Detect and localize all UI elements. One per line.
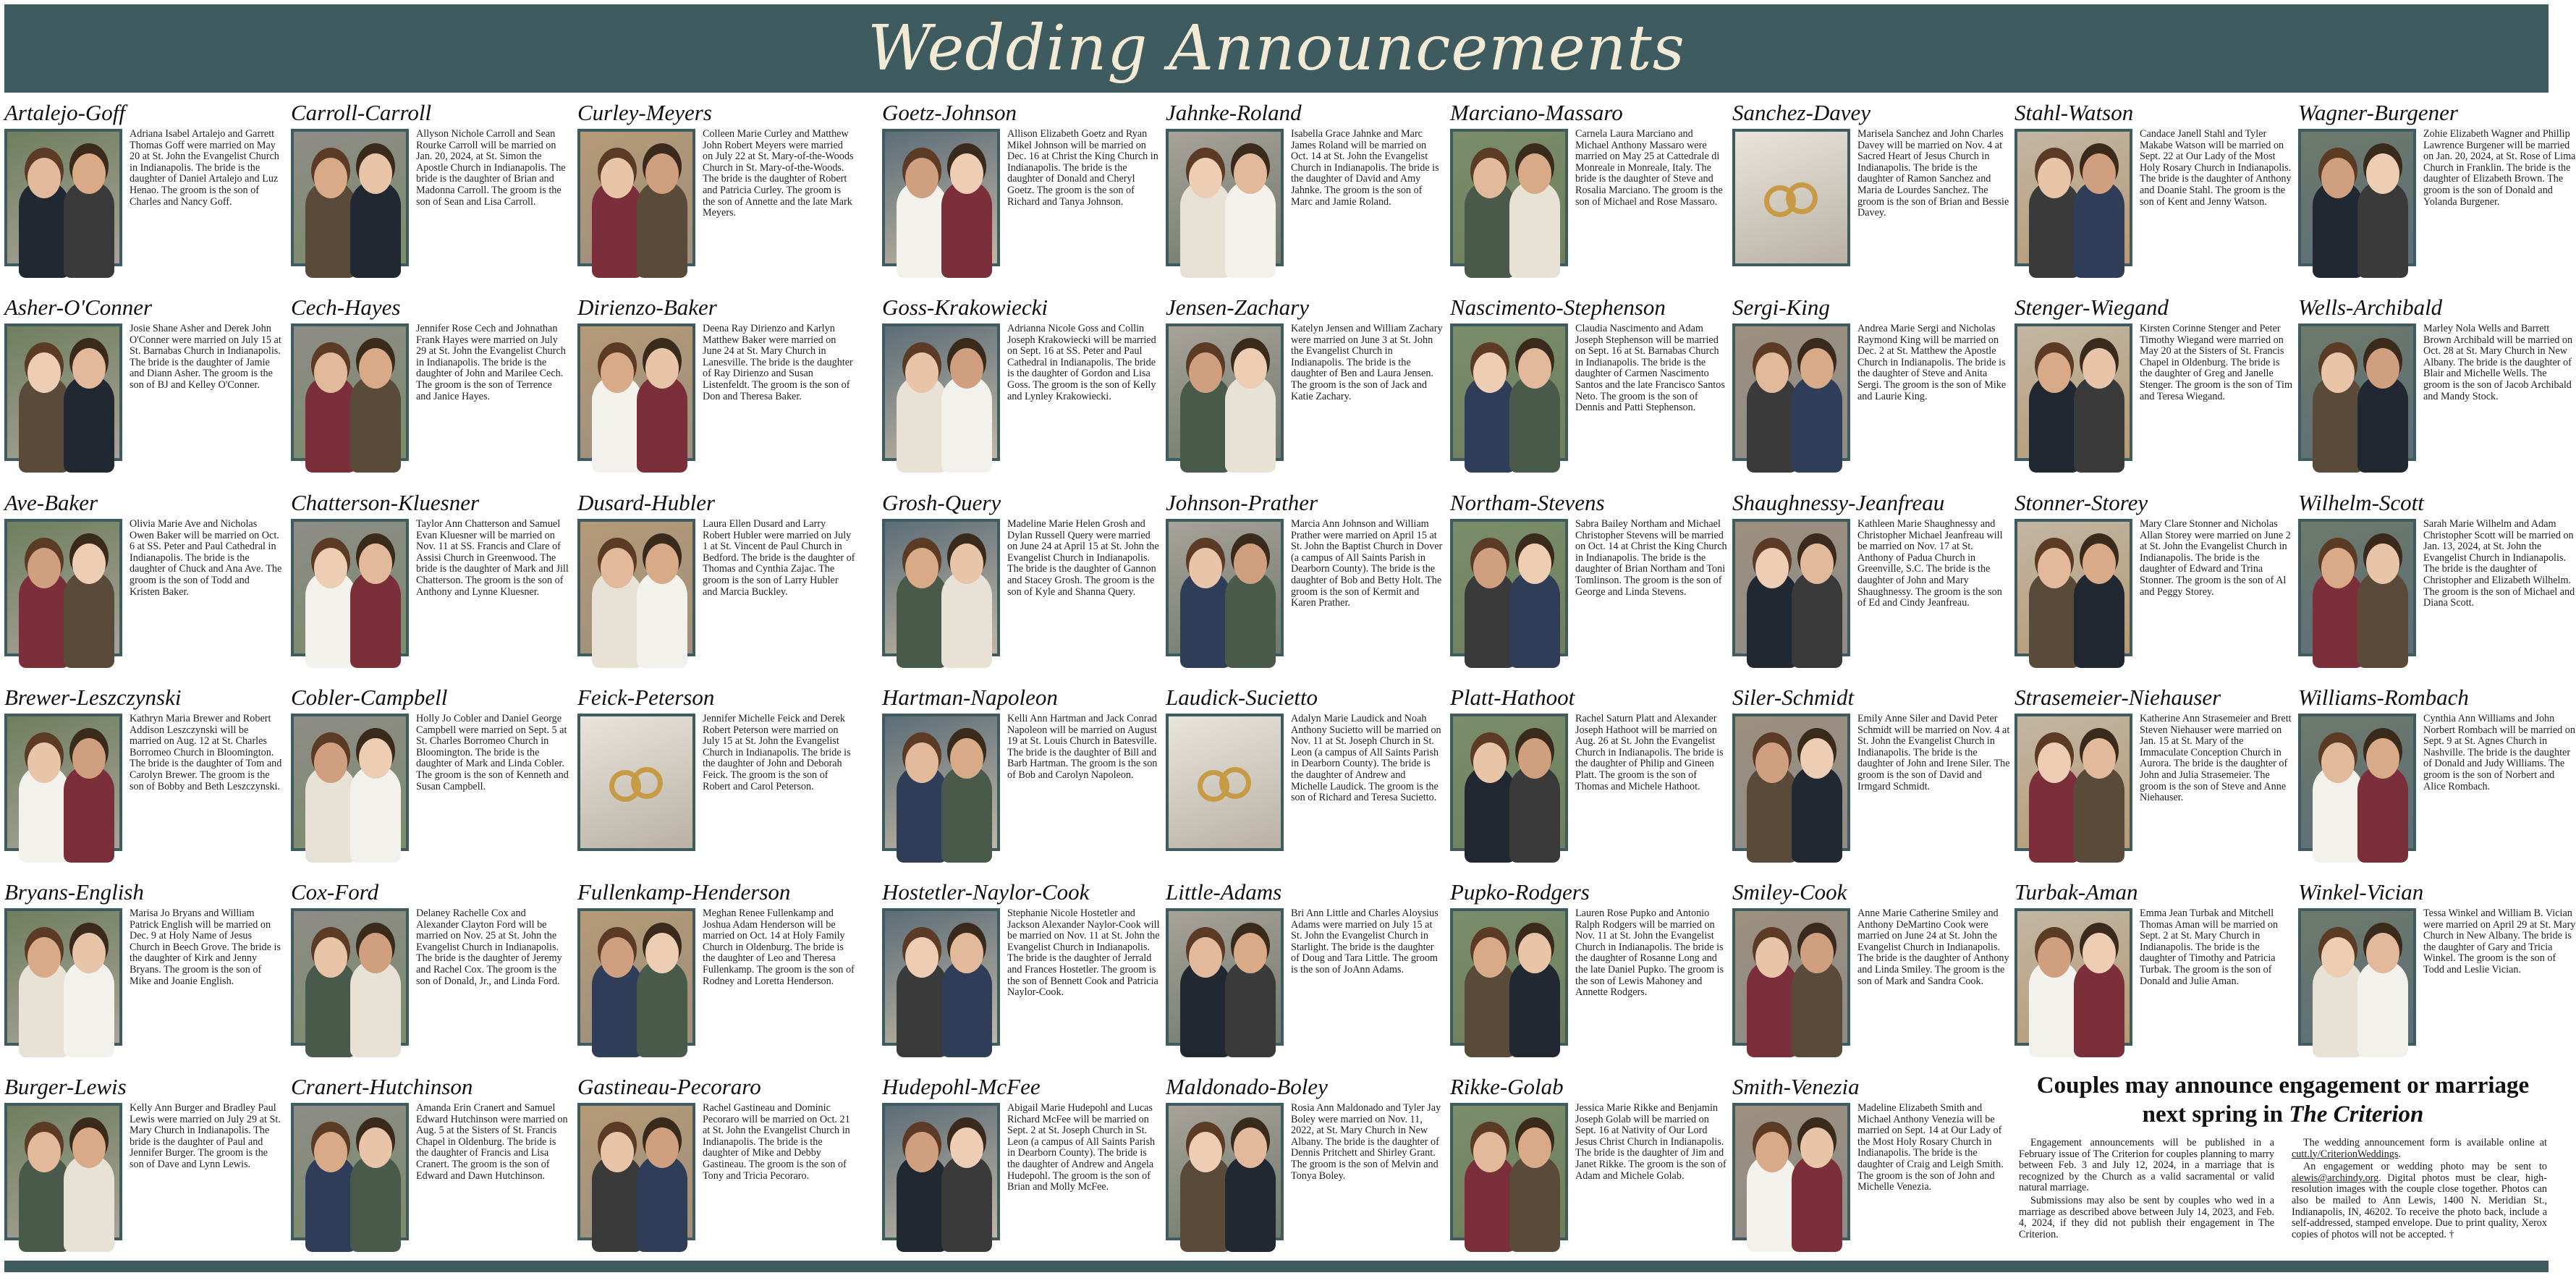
announcement-entry bbox=[291, 1074, 569, 1264]
announcement-text: Lauren Rose Pupko and Antonio Ralph Rodgers will be married on Nov. 11 at St. John the Evangelist Church in Indianapolis. The bride is the daughter of Rosanne Long and the late Daniel Pupko. The groom is the son of Lewis Mahoney and Annette Rodgers. bbox=[1575, 907, 1724, 999]
announcement-text: Allyson Nichole Carroll and Sean Rourke Carroll will be married on Jan. 20, 2024, at St. Simon the Apostle Church in Indianapolis. The bride is the daughter of Brian and Madonna Carroll. The groom is the son of Sean and Lisa Carroll. bbox=[416, 128, 566, 208]
announcement-entry bbox=[577, 1074, 855, 1264]
couple-name: Bryans-English bbox=[4, 879, 144, 905]
couple-name: Dirienzo-Baker bbox=[577, 295, 717, 320]
announcement-text: Sarah Marie Wilhelm and Adam Christopher Scott will be married on Jan. 13, 2024, at St. John the Evangelist Church in Indianapolis. The bride is the daughter of Christopher and Elizabeth Wilhelm. The groom is the son of Michael and Diana Scott. bbox=[2423, 518, 2575, 609]
announcement-text: Adrianna Nicole Goss and Collin Joseph Krakowiecki will be married on Sept. 16 at SS. Peter and Paul Cathedral in Indianapolis. The bride is the daughter of Gordon and Lisa Goss. The groom is the son of Kelly and Lynley Krakowiecki. bbox=[1007, 323, 1156, 402]
couple-photo bbox=[882, 908, 1000, 1046]
announcement-entry bbox=[2014, 295, 2292, 484]
couple-name: Stahl-Watson bbox=[2014, 100, 2134, 125]
announcement-entry bbox=[2014, 490, 2292, 680]
announcement-text: Zohie Elizabeth Wagner and Phillip Lawrence Burgener will be married on Jan. 20, 2024, at St. Rose of Lima Church in Franklin. The bride is the daughter of Elizabeth Brown. The groom is the son of Donald and Yolanda Burgener. bbox=[2423, 128, 2576, 208]
announcement-text: Allison Elizabeth Goetz and Ryan Mikel Johnson will be married on Dec. 16 at Christ the King Church in Indianapolis. The bride is the daughter of Donald and Cheryl Goetz. The groom is the son of Richard and Tanya Johnson. bbox=[1007, 128, 1158, 208]
announcement-text: Tessa Winkel and William B. Vician were married on April 29 at St. Mary Church in New Albany. The bride is the daughter of Gary and Tricia Winkel. The groom is the son of Todd and Leslie Vician. bbox=[2423, 907, 2576, 976]
couple-photo bbox=[1732, 323, 1850, 461]
announcement-text: Carnela Laura Marciano and Michael Anthony Massaro were married on May 25 at Cattedrale di Monreale in Monreale, Italy. The bride is the daughter of Steve and Rosalia Marciano. The groom is the son of Michael and Rose Massaro. bbox=[1575, 128, 1723, 208]
couple-photo bbox=[1450, 714, 1568, 851]
announcement-entry bbox=[4, 490, 282, 680]
couple-name: Cobler-Campbell bbox=[291, 685, 448, 710]
couple-name: Pupko-Rodgers bbox=[1450, 879, 1590, 905]
announcement-entry bbox=[1732, 295, 2010, 484]
announcement-text: Bri Ann Little and Charles Aloysius Adams were married on July 15 at St. John the Evangelist Church in Starlight. The bride is the daughter of Doug and Tara Little. The groom is the son of JoAnn Adams. bbox=[1291, 907, 1439, 976]
couple-photo bbox=[2298, 519, 2416, 656]
couple-name: Hostetler-Naylor-Cook bbox=[882, 879, 1090, 905]
announcement-text: Emily Anne Siler and David Peter Schmidt will be married on Nov. 4 at St. John the Evangelist Church in Indianapolis. The bride is the daughter of John and Irene Siler. The groom is the son of David and Irmgard Schmidt. bbox=[1857, 713, 2010, 792]
announcement-entry bbox=[4, 100, 282, 289]
couple-name: Hudepohl-McFee bbox=[882, 1074, 1041, 1099]
announcement-entry bbox=[2298, 100, 2576, 289]
couple-photo bbox=[4, 1103, 122, 1240]
couple-name: Hartman-Napoleon bbox=[882, 685, 1058, 710]
couple-photo bbox=[1166, 714, 1284, 851]
couple-photo bbox=[1450, 908, 1568, 1046]
couple-name: Goss-Krakowiecki bbox=[882, 295, 1048, 320]
couple-name: Artalejo-Goff bbox=[4, 100, 126, 125]
announcement-text: Colleen Marie Curley and Matthew John Robert Meyers were married on July 22 at St. Mary-of-the-Woods Church in St. Mary-of-the-Woods. The bride is the daughter of Robert and Patricia Curley. The groom is the son of Annette and the late Mark Meyers. bbox=[703, 128, 854, 219]
announcement-text: Kirsten Corinne Stenger and Peter Timothy Wiegand were married on May 20 at the Sisters of St. Francis Chapel in Oldenburg. The bride is the daughter of Greg and Janelle Stenger. The groom is the son of Tim and Teresa Wiegand. bbox=[2140, 323, 2292, 402]
announcement-entry bbox=[882, 685, 1160, 874]
announcement-entry bbox=[2014, 100, 2292, 289]
announcement-entry bbox=[882, 100, 1160, 289]
notice-heading bbox=[2019, 1071, 2547, 1129]
announcement-text: Delaney Rachelle Cox and Alexander Clayton Ford will be married on Nov. 25 at St. John the Evangelist Church in Indianapolis. The bride is the daughter of Jeremy and Rachel Cox. The groom is the son of Donald, Jr., and Linda Ford. bbox=[416, 907, 562, 987]
announcement-entry bbox=[1732, 100, 2010, 289]
announcement-text: Madeline Marie Helen Grosh and Dylan Russell Query were married on June 24 at April 15 at St. John the Evangelist Church in Indianapolis. The bride is the daughter of Gannon and Stacey Grosh. The groom is the son of Kyle and Shanna Query. bbox=[1007, 518, 1159, 598]
couple-name: Jensen-Zachary bbox=[1166, 295, 1309, 320]
couple-photo bbox=[882, 129, 1000, 266]
announcement-text: Jennifer Michelle Feick and Derek Robert Peterson were married on July 15 at St. John the Evangelist Church in Indianapolis. The bride is the daughter of John and Deborah Feick. The groom is the son of Robert and Carol Peterson. bbox=[703, 713, 851, 792]
header-banner bbox=[4, 4, 2549, 93]
couple-name: Winkel-Vician bbox=[2298, 879, 2424, 905]
announcement-entry bbox=[291, 295, 569, 484]
couple-photo bbox=[2298, 714, 2416, 851]
couple-name: Curley-Meyers bbox=[577, 100, 712, 125]
couple-photo bbox=[1732, 908, 1850, 1046]
announcement-text: Andrea Marie Sergi and Nicholas Raymond King will be married on Dec. 2 at St. Matthew the Apostle Church in Indianapolis. The bride is the daughter of Steve and Anita Sergi. The groom is the son of Mike and Laurie King. bbox=[1857, 323, 2007, 402]
announcement-text: Kelly Ann Burger and Bradley Paul Lewis were married on July 29 at St. Mary Church in Indianapolis. The bride is the daughter of Paul and Jennifer Burger. The groom is the son of Dave and Lynn Lewis. bbox=[130, 1102, 281, 1170]
couple-photo bbox=[4, 323, 122, 461]
notice-heading-line2: next spring in bbox=[2142, 1101, 2289, 1127]
couple-name: Grosh-Query bbox=[882, 490, 1001, 515]
couple-photo bbox=[291, 714, 409, 851]
announcement-text: Marley Nola Wells and Barrett Brown Archibald will be married on Oct. 28 at St. Mary Church in New Albany. The bride is the daughter of Blair and Michelle Wells. The groom is the son of Jacob Archibald and Mandy Stock. bbox=[2423, 323, 2573, 402]
announcement-entry bbox=[291, 100, 569, 289]
couple-name: Stenger-Wiegand bbox=[2014, 295, 2169, 320]
email-link[interactable]: alewis@archindy.org bbox=[2292, 1172, 2379, 1184]
announcement-entry bbox=[1732, 879, 2010, 1069]
notice-publication-name: The Criterion bbox=[2289, 1101, 2424, 1127]
couple-name: Turbak-Aman bbox=[2014, 879, 2138, 905]
announcement-text: Isabella Grace Jahnke and Marc James Roland will be married on Oct. 14 at St. John the Evangelist Church in Indianapolis. The bride is the daughter of David and Amy Jahnke. The groom is the son of Marc and Jamie Roland. bbox=[1291, 128, 1439, 208]
couple-name: Carroll-Carroll bbox=[291, 100, 432, 125]
announcement-text: Stephanie Nicole Hostetler and Jackson Alexander Naylor-Cook will be married on Nov. 11 at St. John the Evangelist Church in Indianapolis. The bride is the daughter of Jerrald and Frances Hostetler. The groom is the son of Bennett Cook and Patricia Naylor-Cook. bbox=[1007, 907, 1160, 999]
couple-photo bbox=[1166, 1103, 1284, 1240]
couple-photo bbox=[2014, 714, 2132, 851]
footer-rule bbox=[4, 1261, 2549, 1272]
couple-photo bbox=[2014, 129, 2132, 266]
notice-paragraph bbox=[2292, 1161, 2547, 1240]
couple-photo bbox=[1166, 129, 1284, 266]
couple-photo bbox=[4, 714, 122, 851]
couple-photo bbox=[1166, 323, 1284, 461]
announcement-entry bbox=[1166, 295, 1444, 484]
couple-name: Burger-Lewis bbox=[4, 1074, 127, 1099]
announcement-entry bbox=[1732, 1074, 2010, 1264]
couple-photo bbox=[2298, 908, 2416, 1046]
announcement-text: Adalyn Marie Laudick and Noah Anthony Sucietto will be married on Nov. 11 at St. Joseph Church in St. Leon (a campus of All Saints Parish in Dearborn County). The bride is the daughter of Andrew and Michelle Laudick. The groom is the son of Richard and Teresa Sucietto. bbox=[1291, 713, 1441, 804]
couple-name: Johnson-Prather bbox=[1166, 490, 1318, 515]
notice-text: An engagement or wedding photo may be sent to bbox=[2303, 1161, 2547, 1173]
announcement-text: Rosia Ann Maldonado and Tyler Jay Boley were married on Nov. 11, 2022, at St. Mary Church in New Albany. The bride is the daughter of Dennis Pritchett and Shirley Grant. The groom is the son of Melvin and Tonya Boley. bbox=[1291, 1102, 1441, 1182]
couple-photo bbox=[1732, 714, 1850, 851]
couple-name: Feick-Peterson bbox=[577, 685, 715, 710]
notice-heading-line1: Couples may announce engagement or marriage bbox=[2036, 1072, 2530, 1099]
couple-name: Goetz-Johnson bbox=[882, 100, 1017, 125]
couple-name: Nascimento-Stephenson bbox=[1450, 295, 1666, 320]
couple-photo bbox=[1732, 519, 1850, 656]
announcement-entry bbox=[577, 879, 855, 1069]
couple-name: Dusard-Hubler bbox=[577, 490, 716, 515]
announcement-entry bbox=[1166, 879, 1444, 1069]
announcement-text: Claudia Nascimento and Adam Joseph Stephenson will be married on Sept. 16 at St. Barnabas Church in Indianapolis. The bride is the daughter of Carmen Nascimento Santos and the late Francisco Santos Neto. The groom is the son of Dennis and Patti Stephenson. bbox=[1575, 323, 1725, 414]
announcement-entry bbox=[1166, 685, 1444, 874]
notice-paragraph: Engagement announcements will be published in a February issue of The Criterion for couples planning to marry between Feb. 3 and July 12, 2024, in a marriage that is recognized by the Church as a valid sacramental or valid natural marriage. bbox=[2019, 1137, 2274, 1194]
couple-name: Maldonado-Boley bbox=[1166, 1074, 1328, 1099]
announcement-entry bbox=[291, 879, 569, 1069]
announcement-entry bbox=[4, 295, 282, 484]
announcement-entry bbox=[1166, 100, 1444, 289]
couple-photo bbox=[4, 129, 122, 266]
couple-photo bbox=[291, 323, 409, 461]
notice-text: The wedding announcement form is available online at bbox=[2303, 1137, 2547, 1148]
couple-name: Laudick-Sucietto bbox=[1166, 685, 1318, 710]
page-title: Wedding Announcements bbox=[868, 12, 1685, 85]
announcement-text: Jessica Marie Rikke and Benjamin Joseph Golab will be married on Sept. 16 at Nativity of Our Lord Jesus Christ Church in Indianapolis. The bride is the daughter of Jim and Janet Rikke. The groom is the son of Adam and Michele Golab. bbox=[1575, 1102, 1726, 1182]
couple-name: Rikke-Golab bbox=[1450, 1074, 1564, 1099]
couple-name: Jahnke-Roland bbox=[1166, 100, 1302, 125]
couple-name: Wilhelm-Scott bbox=[2298, 490, 2424, 515]
couple-name: Smiley-Cook bbox=[1732, 879, 1847, 905]
announcement-entry bbox=[2298, 685, 2576, 874]
announcement-entry bbox=[882, 879, 1160, 1069]
announcement-entry bbox=[291, 685, 569, 874]
announcement-text: Katelyn Jensen and William Zachary were married on June 3 at St. John the Evangelist Church in Indianapolis. The bride is the daughter of Ben and Laura Jensen. The groom is the son of Jack and Katie Zachary. bbox=[1291, 323, 1443, 402]
announcement-text: Jennifer Rose Cech and Johnathan Frank Hayes were married on July 29 at St. John the Evangelist Church in Indianapolis. The bride is the daughter of John and Marilee Cech. The groom is the son of Terrence and Janice Hayes. bbox=[416, 323, 566, 402]
couple-photo bbox=[882, 1103, 1000, 1240]
couple-photo bbox=[882, 323, 1000, 461]
announcement-text: Meghan Renee Fullenkamp and Joshua Adam Henderson will be married on Oct. 14 at Holy Family Church in Oldenburg. The bride is the daughter of Leo and Theresa Fullenkamp. The groom is the son of Rodney and Loretta Henderson. bbox=[703, 907, 855, 987]
announcement-text: Cynthia Ann Williams and John Norbert Rombach will be married on Sept. 9 at St. Agnes Church in Nashville. The bride is the daughter of Donald and Judy Williams. The groom is the son of Norbert and Alice Rombach. bbox=[2423, 713, 2575, 792]
announcement-entry bbox=[2014, 879, 2292, 1069]
couple-name: Cranert-Hutchinson bbox=[291, 1074, 473, 1099]
couple-name: Siler-Schmidt bbox=[1732, 685, 1855, 710]
couple-photo bbox=[1450, 1103, 1568, 1240]
announcement-text: Kathryn Maria Brewer and Robert Addison Leszczynski will be married on Aug. 12 at St. Charles Borromeo Church in Bloomington. The bride is the daughter of Tom and Carolyn Brewer. The groom is the son of Bobby and Beth Leszczynski. bbox=[130, 713, 282, 792]
announcement-entry bbox=[2298, 490, 2576, 680]
announcement-entry bbox=[1732, 685, 2010, 874]
couple-photo bbox=[4, 519, 122, 656]
notice-column-2 bbox=[2292, 1138, 2547, 1242]
announcement-entry bbox=[577, 685, 855, 874]
announcement-entry bbox=[882, 295, 1160, 484]
announcement-entry bbox=[577, 100, 855, 289]
announcement-entry bbox=[1450, 1074, 1728, 1264]
couple-name: Strasemeier-Niehauser bbox=[2014, 685, 2221, 710]
couple-name: Asher-O'Conner bbox=[4, 295, 153, 320]
couple-photo bbox=[2014, 908, 2132, 1046]
couple-name: Shaughnessy-Jeanfreau bbox=[1732, 490, 1945, 515]
couple-name: Northam-Stevens bbox=[1450, 490, 1605, 515]
couple-name: Platt-Hathoot bbox=[1450, 685, 1575, 710]
announcement-entry bbox=[882, 1074, 1160, 1264]
announcement-text: Rachel Saturn Platt and Alexander Joseph Hathoot will be married on Aug. 26 at St. John the Evangelist Church in Indianapolis. The bride is the daughter of Philip and Gineen Platt. The groom is the son of Thomas and Michele Hathoot. bbox=[1575, 713, 1724, 792]
couple-photo bbox=[577, 519, 695, 656]
couple-photo bbox=[882, 519, 1000, 656]
couple-photo bbox=[4, 908, 122, 1046]
announcement-entry bbox=[1450, 879, 1728, 1069]
announcement-entry bbox=[2298, 295, 2576, 484]
couple-photo bbox=[2014, 323, 2132, 461]
couple-photo bbox=[1732, 1103, 1850, 1240]
form-link[interactable]: cutt.ly/CriterionWeddings bbox=[2292, 1148, 2399, 1160]
announcement-entry bbox=[1450, 685, 1728, 874]
couple-name: Sergi-King bbox=[1732, 295, 1830, 320]
announcement-text: Katherine Ann Strasemeier and Brett Steven Niehauser were married on Jan. 15 at St. Mary of the Immaculate Conception Church in Aurora. The bride is the daughter of John and Julia Strasemeier. The groom is the son of Steve and Anne Niehauser. bbox=[2140, 713, 2292, 804]
announcement-entry bbox=[577, 490, 855, 680]
announcement-entry bbox=[2298, 879, 2576, 1069]
announcement-text: Sabra Bailey Northam and Michael Christopher Stevens will be married on Oct. 14 at Christ the King Church in Indianapolis. The bride is the daughter of Brian Northam and Toni Tomlinson. The groom is the son of George and Linda Stevens. bbox=[1575, 518, 1727, 598]
couple-photo bbox=[1732, 129, 1850, 266]
announcement-entry bbox=[882, 490, 1160, 680]
couple-name: Smith-Venezia bbox=[1732, 1074, 1860, 1099]
couple-photo bbox=[291, 129, 409, 266]
couple-photo bbox=[577, 129, 695, 266]
announcement-entry bbox=[1450, 490, 1728, 680]
couple-photo bbox=[577, 714, 695, 851]
couple-name: Wagner-Burgener bbox=[2298, 100, 2458, 125]
announcement-text: Kathleen Marie Shaughnessy and Christopher Michael Jeanfreau will be married on Nov. 17 at St. Anthony of Padua Church in Greenville, S.C. The bride is the daughter of John and Mary Shaughnessy. The groom is the son of Ed and Cindy Jeanfreau. bbox=[1857, 518, 2003, 609]
announcement-notice bbox=[2019, 1071, 2547, 1253]
announcement-text: Josie Shane Asher and Derek John O'Conner were married on July 15 at St. Barnabas Church in Indianapolis. The bride is the daughter of Jamie and Diann Asher. The groom is the son of BJ and Kelley O'Conner. bbox=[130, 323, 281, 391]
couple-photo bbox=[291, 1103, 409, 1240]
announcement-text: Abigail Marie Hudepohl and Lucas Richard McFee will be married on Sept. 2 at St. Joseph Church in St. Leon (a campus of All Saints Parish in Dearborn County). The bride is the daughter of Andrew and Angela Hudepohl. The groom is the son of Brian and Molly McFee. bbox=[1007, 1102, 1156, 1193]
couple-photo bbox=[1450, 519, 1568, 656]
announcement-text: Deena Ray Dirienzo and Karlyn Matthew Baker were married on June 24 at St. Mary Church in Lanesville. The bride is the daughter of Ray Dirienzo and Susan Listenfeldt. The groom is the son of Don and Theresa Baker. bbox=[703, 323, 853, 402]
couple-photo bbox=[1450, 129, 1568, 266]
couple-name: Brewer-Leszczynski bbox=[4, 685, 182, 710]
couple-photo bbox=[577, 1103, 695, 1240]
announcement-text: Rachel Gastineau and Dominic Pecoraro will be married on Oct. 21 at St. John the Evangelist Church in Indianapolis. The bride is the daughter of Mike and Debby Gastineau. The groom is the son of Tony and Tricia Pecoraro. bbox=[703, 1102, 850, 1182]
announcement-entry bbox=[291, 490, 569, 680]
couple-name: Cech-Hayes bbox=[291, 295, 401, 320]
announcement-entry bbox=[1166, 490, 1444, 680]
announcement-text: Anne Marie Catherine Smiley and Anthony DeMartino Cook were married on June 24 at St. John the Evangelist Church in Indianapolis. The bride is the daughter of Anthony and Linda Smiley. The groom is the son of Mark and Sandra Cook. bbox=[1857, 907, 2009, 987]
announcement-text: Taylor Ann Chatterson and Samuel Evan Kluesner will be married on Nov. 11 at SS. Francis and Clare of Assisi Church in Greenwood. The bride is the daughter of Mark and Jill Chatterson. The groom is the son of Anthony and Lynne Kluesner. bbox=[416, 518, 569, 598]
announcement-entry bbox=[577, 295, 855, 484]
notice-text: . Digital photos must be clear, high-resolution images with the couple close together. Photos can also be mailed to Ann Lewis, 1400 N. Meridian St., Indianapolis, IN, 46202. To receive the photo back, include a self-addressed, stamped envelope. Due to print quality, Xerox copies of photos will not be accepted. † bbox=[2292, 1172, 2547, 1240]
announcement-entry bbox=[1166, 1074, 1444, 1264]
announcement-entry bbox=[4, 879, 282, 1069]
couple-name: Sanchez-Davey bbox=[1732, 100, 1871, 125]
couple-name: Chatterson-Kluesner bbox=[291, 490, 480, 515]
couple-name: Little-Adams bbox=[1166, 879, 1282, 905]
notice-column-1 bbox=[2019, 1138, 2274, 1242]
announcement-text: Marisa Jo Bryans and William Patrick English will be married on Dec. 9 at Holy Name of Jesus Church in Beech Grove. The bride is the daughter of Kirk and Jenny Bryans. The groom is the son of Mike and Joanie English. bbox=[130, 907, 281, 987]
announcement-text: Emma Jean Turbak and Mitchell Thomas Aman will be married on Sept. 2 at St. Mary Church in Indianapolis. The bride is the daughter of Timothy and Patricia Turbak. The groom is the son of Donald and Julie Aman. bbox=[2140, 907, 2279, 987]
announcement-text: Amanda Erin Cranert and Samuel Edward Hutchinson were married on Aug. 5 at the Sisters of St. Francis Chapel in Oldenburg. The bride is the daughter of Francis and Lisa Cranert. The groom is the son of Edward and Dawn Hutchinson. bbox=[416, 1102, 568, 1182]
announcement-entry bbox=[4, 1074, 282, 1264]
couple-name: Fullenkamp-Henderson bbox=[577, 879, 791, 905]
couple-name: Wells-Archibald bbox=[2298, 295, 2443, 320]
announcement-entry bbox=[1450, 295, 1728, 484]
notice-paragraph: The wedding announcement form is available online at cutt.ly/CriterionWeddings. bbox=[2292, 1137, 2547, 1160]
announcement-entry bbox=[2014, 685, 2292, 874]
announcement-text: Adriana Isabel Artalejo and Garrett Thomas Goff were married on May 20 at St. John the Evangelist Church in Indianapolis. The bride is the daughter of Daniel Artalejo and Luz Henao. The groom is the son of Charles and Nancy Goff. bbox=[130, 128, 279, 208]
couple-name: Ave-Baker bbox=[4, 490, 98, 515]
couple-photo bbox=[291, 908, 409, 1046]
announcement-text: Candace Janell Stahl and Tyler Makabe Watson will be married on Sept. 22 at Our Lady of the Most Holy Rosary Church in Indianapolis. The bride is the daughter of Anthony and Doanie Stahl. The groom is the son of Kent and Jenny Watson. bbox=[2140, 128, 2292, 208]
announcement-text: Madeline Elizabeth Smith and Michael Anthony Venezia will be married on Sept. 14 at Our Lady of the Most Holy Rosary Church in Indianapolis. The bride is the daughter of Craig and Leigh Smith. The groom is the son of John and Michelle Venezia. bbox=[1857, 1102, 2004, 1193]
announcement-text: Mary Clare Stonner and Nicholas Allan Storey were married on June 2 at St. John the Evangelist Church in Indianapolis. The bride is the daughter of Edward and Trina Stonner. The groom is the son of Al and Peggy Storey. bbox=[2140, 518, 2291, 598]
announcement-text: Olivia Marie Ave and Nicholas Owen Baker will be married on Oct. 6 at SS. Peter and Paul Cathedral in Indianapolis. The bride is the daughter of Chuck and Ana Ave. The groom is the son of Todd and Kristen Baker. bbox=[130, 518, 282, 598]
couple-photo bbox=[2298, 323, 2416, 461]
notice-paragraph: Submissions may also be sent by couples who wed in a marriage as described above between July 14, 2023, and Feb. 4, 2024, if they did not publish their engagement in The Criterion. bbox=[2019, 1194, 2274, 1240]
couple-photo bbox=[577, 323, 695, 461]
couple-photo bbox=[2298, 129, 2416, 266]
couple-name: Gastineau-Pecoraro bbox=[577, 1074, 761, 1099]
announcement-entry bbox=[1732, 490, 2010, 680]
couple-photo bbox=[291, 519, 409, 656]
announcement-text: Kelli Ann Hartman and Jack Conrad Napoleon will be married on August 19 at St. Louis Church in Batesville. The bride is the daughter of Bill and Barb Hartman. The groom is the son of Bob and Carolyn Napoleon. bbox=[1007, 713, 1158, 781]
couple-name: Stonner-Storey bbox=[2014, 490, 2148, 515]
couple-photo bbox=[1166, 908, 1284, 1046]
couple-photo bbox=[1166, 519, 1284, 656]
announcement-entry bbox=[1450, 100, 1728, 289]
couple-name: Williams-Rombach bbox=[2298, 685, 2469, 710]
announcement-entry bbox=[4, 685, 282, 874]
announcement-text: Laura Ellen Dusard and Larry Robert Hubler were married on July 1 at St. Vincent de Paul Church in Bedford. The bride is the daughter of Thomas and Cynthia Zajac. The groom is the son of Larry Hubler and Marcia Buckley. bbox=[703, 518, 855, 598]
announcement-text: Marcia Ann Johnson and William Prather were married on April 15 at St. John the Baptist Church in Dover (a campus of All Saints Parish in Dearborn County). The bride is the daughter of Bob and Betty Holt. The groom is the son of Kermit and Karen Prather. bbox=[1291, 518, 1443, 609]
announcement-text: Marisela Sanchez and John Charles Davey will be married on Nov. 4 at Sacred Heart of Jesus Church in Indianapolis. The bride is the daughter of Ramon Sanchez and Maria de Lourdes Sanchez. The groom is the son of Brian and Bessie Davey. bbox=[1857, 128, 2009, 219]
couple-photo bbox=[1450, 323, 1568, 461]
couple-photo bbox=[882, 714, 1000, 851]
announcement-text: Holly Jo Cobler and Daniel George Campbell were married on Sept. 5 at St. Charles Borromeo Church in Bloomington. The bride is the daughter of Mark and Linda Cobler. The groom is the son of Kenneth and Susan Campbell. bbox=[416, 713, 569, 792]
couple-name: Marciano-Massaro bbox=[1450, 100, 1623, 125]
couple-photo bbox=[2014, 519, 2132, 656]
couple-photo bbox=[577, 908, 695, 1046]
couple-name: Cox-Ford bbox=[291, 879, 379, 905]
